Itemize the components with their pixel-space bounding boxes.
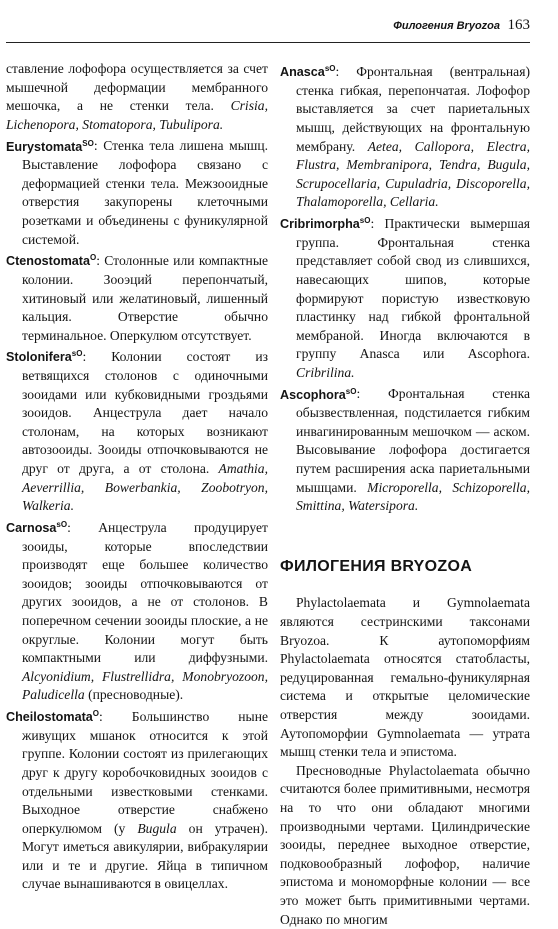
genus-list: Crisia, Lichenopora, Stomatopora, Tubulipora. — [6, 98, 268, 132]
page-header — [6, 14, 530, 43]
body-paragraph: Пресноводные Phylactolaemata обычно считаются более примитивными, несмотря на то что они обладают многими производными чертами. Цилиндрические зооиды, переднее выходное отверстие, подковообразный лофофор, наличие эпистома и мономорфные колонии — все это может быть примитивными чертами. Однако по многим — [280, 762, 530, 927]
right-column — [280, 60, 530, 929]
entry-ctenostomata: Ctenostomata$^O$: Столонные или компактные колонии. Зооэций перепончатый, хитиновый или желатиновый, лишенный кальция. Отверстие обычно терминальное. Оперкулюм отсутствует. — [6, 253, 268, 343]
taxon-term: Cribrimorpha$^{sO}$ — [280, 215, 371, 232]
taxon-term: Eurystomata$^{SO}$ — [6, 138, 94, 154]
genus-list: Microporella, Schizoporella, Smittina, Watersipora. — [296, 479, 530, 514]
left-column — [6, 60, 268, 894]
genus-list: Alcyonidium, Flustrellidra, Monobryozoon, Paludicella — [22, 668, 268, 703]
taxon-term: Cheilostomata$^O$ — [6, 708, 100, 725]
section-title: ФИЛОГЕНИЯ BRYOZOA — [280, 557, 473, 575]
entry-cheilostomata: Cheilostomata$^O$: Большинство ныне живущих мшанок относится к этой группе. Колонии состоят из прилегающих друг к другу коробочковидных зооидов с отдельными известковыми стенками. Выходное отверстие снабжено оперкулюмом (у Bugula он утрачен). Могут иметься авикулярии, вибракулярии или и те и другие. Яйца в типичном случае вынашиваются в овицеллах. — [6, 708, 268, 892]
entry-ascophora: Ascophora$^{sO}$: Фронтальная стенка обызвествленная, подстилается гибким инвагинированным мешочком — аском. Высовывание лофофора достигается путем расширения аска париетальными мышцами. Microporella, Schizoporella, Smittina, Watersipora. — [280, 386, 530, 514]
body-paragraph: Phylactolaemata и Gymnolaemata являются сестринскими таксонами Bryozoa. К аутопоморфиям Phylactolaemata относятся статобласты, редуцированная гемально-фуникулярная система и открытые целомические отверстия между зооидами. Аутопоморфии Gymnolaemata — утрата мышц стенки тела и эпистома. — [280, 595, 530, 760]
entry-cribrimorpha: Cribrimorpha$^{sO}$: Практически вымершая группа. Фронтальная стенка представляет собой свод из слившихся, навесающих шипов, которые формируют пористую известковую пластинку над гибкой фронтальной мембраной. Иногда включаются в группу Anasca или Ascophora. Cribrilina. — [280, 215, 530, 380]
page-number: 163 — [507, 17, 530, 33]
taxon-term: Anasca$^{sO}$ — [280, 64, 336, 80]
taxon-term: Carnosa$^{sO}$ — [6, 519, 68, 535]
entry-eurystomata: Eurystomata$^{SO}$: Стенка тела лишена мышц. Выставление лофофора связано с деформацией стенки тела. Межзооидные отверстия закупорены клеточными розетками и объединены с фуникулярной системой. — [6, 138, 268, 247]
running-head: Филогения Bryozoa — [393, 20, 500, 32]
genus-list: Aetea, Callopora, Electra, Flustra, Membranipora, Tendra, Bugula, Scrupocellaria, Cupuladria, Discoporella, Thalamoporella, Cellaria. — [296, 138, 530, 210]
genus-list: Amathia, Aeverrillia, Bowerbankia, Zoobotryon, Walkeria. — [22, 461, 268, 514]
entry-stolonifera: Stolonifera$^{sO}$: Колонии состоят из ветвящихся столонов с одиночными зооидами или кубковидными гроздьями зооидов. Анцеструла дает начало столонам, на которых возникают автозооиды. Зооиды отпочковываются не друг от друга, а от столона. Amathia, Aeverrillia, Bowerbankia, Zoobotryon, Walkeria. — [6, 349, 268, 514]
taxon-term: Ascophora$^{sO}$ — [280, 386, 357, 402]
taxon-term: Stolonifera$^{sO}$ — [6, 349, 83, 365]
entry-anasca: Anasca$^{sO}$: Фронтальная (вентральная) стенка гибкая, перепончатая. Лофофор выставляется за счет париетальных мышц, действующих на фронтальную мембрану. Aetea, Callopora, Electra, Flustra, Membranipora, Tendra, Bugula, Scrupocellaria, Cupuladria, Discoporella, Thalamoporella, Cellaria. — [280, 64, 530, 210]
taxon-term: Ctenostomata$^O$ — [6, 253, 97, 269]
entry-carnosa: Carnosa$^{sO}$: Анцеструла продуцирует зооиды, которые впоследствии производят еще большее количество зооидов; зооиды отпочковываются от других зооидов, а не от столонов. В поперечном сечении зооиды плоские, а не округлые. Колонии могут быть компактными или диффузными. Alcyonidium, Flustrellidra, Monobryozoon, Paludicella (пресноводные). — [6, 519, 268, 703]
continued-paragraph: ставление лофофора осуществляется за счет мышечной деформации мембранного мешочка, а не стенки тела. Crisia, Lichenopora, Stomatopora, Tubulipora. — [6, 61, 268, 132]
genus-list: Cribrilina. — [296, 364, 355, 380]
